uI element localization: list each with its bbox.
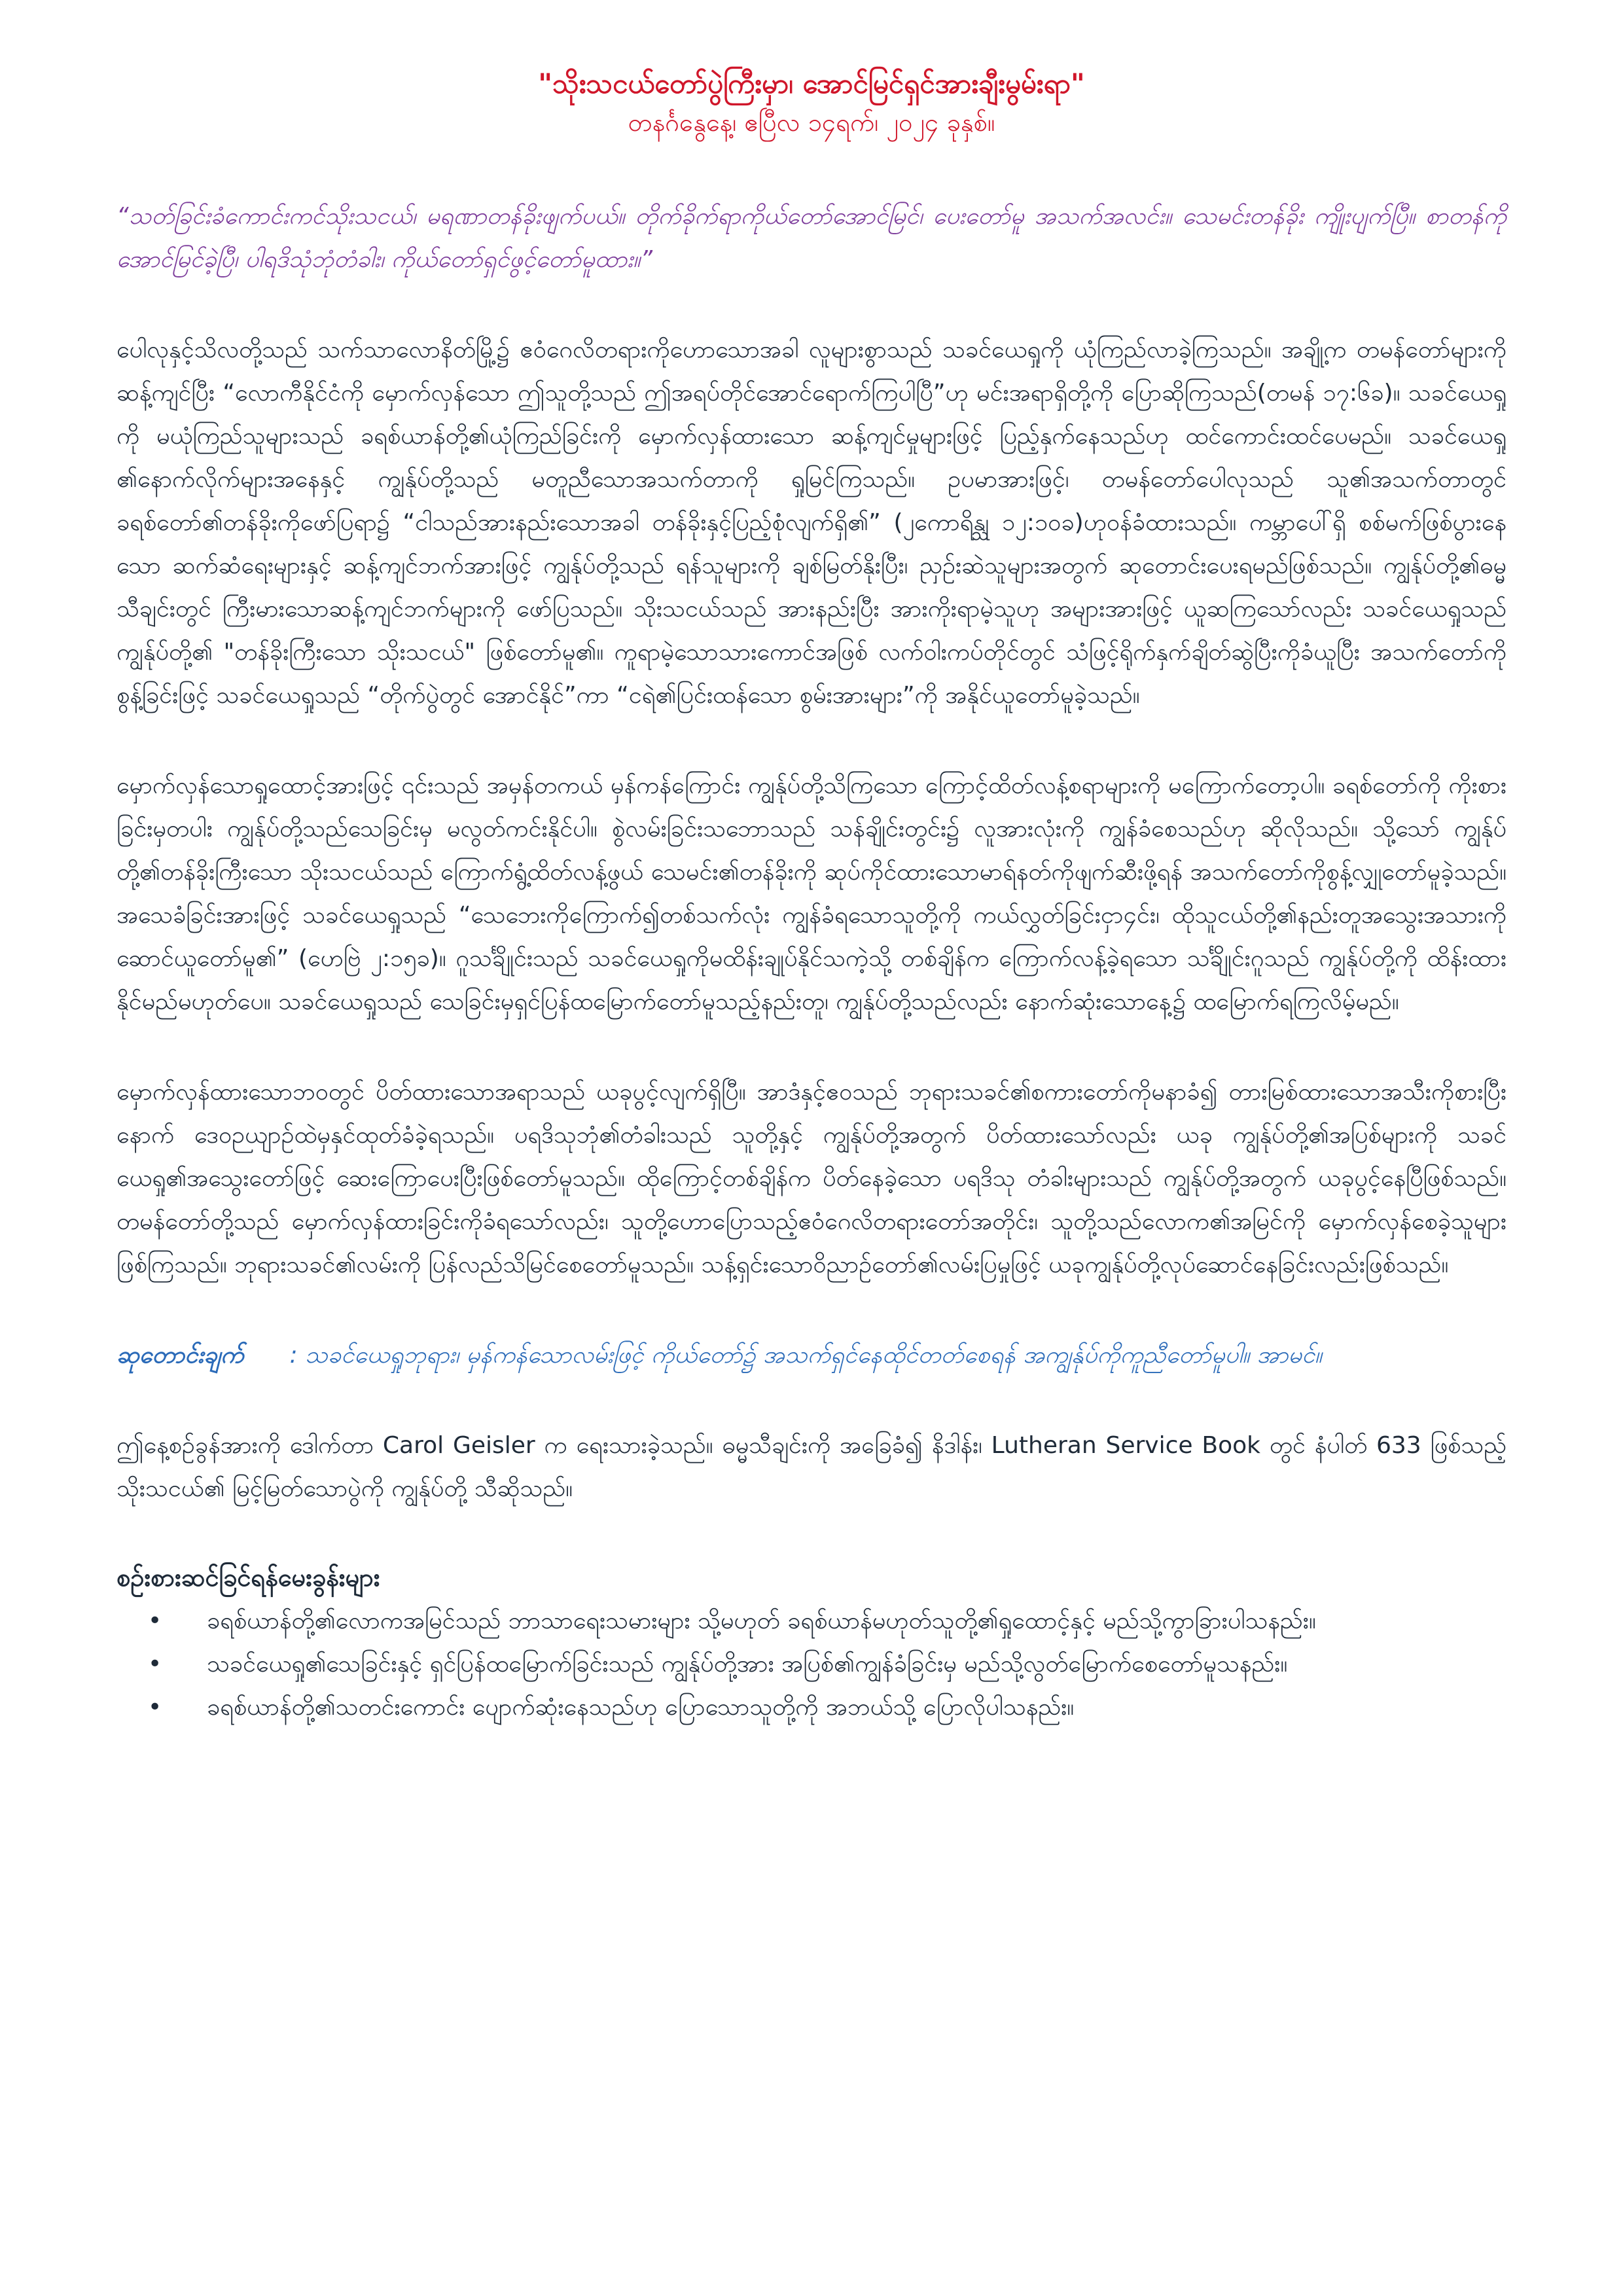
- questions-list: [116, 1600, 1507, 1729]
- prayer: [116, 1334, 1507, 1377]
- body-paragraph-1: ပေါလုနှင့်သိလတို့သည် သက်သာလောနိတ်မြို့၌ ဧဝံဂေလိတရားကိုဟောသောအခါ လူများစွာသည် သခင်ယေရှုကို ယုံကြည်လာခဲ့ကြသည်။ အချို့က တမန်တော်များကို ဆန့်ကျင်ပြီး “လောကီနိုင်ငံကို မှောက်လှန်သော ဤသူတို့သည် ဤအရပ်တိုင်အောင်ရောက်ကြပါပြီ”ဟု မင်းအရာရှိတို့ကို ပြောဆိုကြသည်(တမန် ၁၇:၆ခ)။ သခင်ယေရှုကို မယုံကြည်သူများသည် ခရစ်ယာန်တို့၏ယုံကြည်ခြင်းကို မှောက်လှန်ထားသော ဆန့်ကျင်မှုများဖြင့် ပြည့်နှက်နေသည်ဟု ထင်ကောင်းထင်ပေမည်။ သခင်ယေရှု ၏နောက်လိုက်များအနေနှင့် ကျွန်ုပ်တို့သည် မတူညီသောအသက်တာကို ရှုမြင်ကြသည်။ ဥပမာအားဖြင့်၊ တမန်တော်ပေါလုသည် သူ၏အသက်တာတွင် ခရစ်တော်၏တန်ခိုးကိုဖော်ပြရာ၌ “ငါသည်အားနည်းသောအခါ တန်ခိုးနှင့်ပြည့်စုံလျက်ရှိ၏” (၂ကောရိန္သု ၁၂:၁၀ခ)ဟုဝန်ခံထားသည်။ ကမ္ဘာပေါ်ရှိ စစ်မက်ဖြစ်ပွားနေသော ဆက်ဆံရေးများနှင့် ဆန့်ကျင်ဘက်အားဖြင့် ကျွန်ုပ်တို့သည် ရန်သူများကို ချစ်မြတ်နိုးပြီး၊ ညှဉ်းဆဲသူများအတွက် ဆုတောင်းပေးရမည်ဖြစ်သည်။ ကျွန်ုပ်တို့၏ဓမ္မသီချင်းတွင် ကြီးမားသောဆန့်ကျင်ဘက်များကို ဖော်ပြသည်။ သိုးသငယ်သည် အားနည်းပြီး အားကိုးရာမဲ့သူဟု အများအားဖြင့် ယူဆကြသော်လည်း သခင်ယေရှုသည် ကျွန်ုပ်တို့၏ "တန်ခိုးကြီးသော သိုးသငယ်" ဖြစ်တော်မူ၏။ ကူရာမဲ့သောသားကောင်အဖြစ် လက်ဝါးကပ်တိုင်တွင် သံဖြင့်ရိုက်နှက်ချိတ်ဆွဲပြီးကိုခံယူပြီး အသက်တော်ကိုစွန့်ခြင်းဖြင့် သခင်ယေရှုသည် “တိုက်ပွဲတွင် အောင်နိုင်”ကာ “ငရဲ၏ပြင်းထန်သော စွမ်းအားများ”ကို အနိုင်ယူတော်မူခဲ့သည်။: [116, 336, 1507, 709]
- page-title: "သိုးသငယ်တော်ပွဲကြီးမှာ၊ အောင်မြင်ရှင်အားချီးမွမ်းရာ": [538, 67, 1085, 99]
- question-text: ခရစ်ယာန်တို့၏လောကအမြင်သည် ဘာသာရေးသမားများ သို့မဟုတ် ခရစ်ယာန်မဟုတ်သူတို့၏ရှုထောင့်နှင့် မည်သို့ကွာခြားပါသနည်း။: [207, 1607, 1316, 1634]
- question-text: ခရစ်ယာန်တို့၏သတင်းကောင်း ပျောက်ဆုံးနေသည်ဟု ပြောသောသူတို့ကို အဘယ်သို့ ပြောလိုပါသနည်း။: [207, 1694, 1075, 1721]
- bullet-icon: •: [148, 1651, 162, 1677]
- hymn-verse: “သတ်ခြင်းခံကောင်းကင်သိုးသငယ်၊ မရဏာတန်ခိုးဖျက်ပယ်။ တိုက်ခိုက်ရာကိုယ်တော်အောင်မြင်၊ ပေးတော်မူ အသက်အလင်း။ သေမင်းတန်ခိုး ကျိုးပျက်ပြီ။ စာတန်ကိုအောင်မြင်ခဲ့ပြီ၊ ပါရဒိသုံဘုံတံခါး၊ ကိုယ်တော်ရှင်ဖွင့်တော်မူထား။”: [116, 203, 1507, 273]
- date-line: တနင်္ဂနွေနေ့၊ ဧပြီလ ၁၄ရက်၊ ၂၀၂၄ ခုနှစ်။: [628, 108, 995, 137]
- bullet-icon: •: [148, 1607, 162, 1634]
- questions-heading: စဉ်းစားဆင်ခြင်ရန်မေးခွန်းများ: [116, 1563, 380, 1592]
- body-paragraph-3: မှောက်လှန်ထားသောဘဝတွင် ပိတ်ထားသောအရာသည် ယခုပွင့်လျက်ရှိပြီ။ အာဒံနှင့်ဧဝသည် ဘုရားသခင်၏စကားတော်ကိုမနာခံ၍ တားမြစ်ထားသောအသီးကိုစားပြီးနောက် ဒေဝဉယျာဉ်ထဲမှနှင်ထုတ်ခံခဲ့ရသည်။ ပရဒိသုဘုံ၏တံခါးသည် သူတို့နှင့် ကျွန်ုပ်တို့အတွက် ပိတ်ထားသော်လည်း ယခု ကျွန်ုပ်တို့၏အပြစ်များကို သခင်ယေရှု၏အသွေးတော်ဖြင့် ဆေးကြောပေးပြီးဖြစ်တော်မူသည်။ ထိုကြောင့်တစ်ချိန်က ပိတ်နေခဲ့သော ပရဒိသု တံခါးများသည် ကျွန်ုပ်တို့အတွက် ယခုပွင့်နေပြီဖြစ်သည်။ တမန်တော်တို့သည် မှောက်လှန်ထားခြင်းကိုခံရသော်လည်း၊ သူတို့ဟောပြောသည့်ဧဝံဂေလိတရားတော်အတိုင်း၊ သူတို့သည်လောက၏အမြင်ကို မှောက်လှန်စေခဲ့သူများဖြစ်ကြသည်။ ဘုရားသခင်၏လမ်းကို ပြန်လည်သိမြင်စေတော်မူသည်။ သန့်ရှင်းသောဝိညာဉ်တော်၏လမ်းပြမှုဖြင့် ယခုကျွန်ုပ်တို့လုပ်ဆောင်နေခြင်းလည်းဖြစ်သည်။: [116, 1079, 1507, 1278]
- question-item: [116, 1600, 1507, 1643]
- author-credit: ဤနေ့စဉ်ခွန်အားကို ဒေါက်တာ Carol Geisler က ရေးသားခဲ့သည်။ ဓမ္မသီချင်းကို အခြေခံ၍ နိဒါန်း၊ Lutheran Service Book တွင် နံပါတ် 633 ဖြစ်သည့် သိုးသငယ်၏ မြင့်မြတ်သောပွဲကို ကျွန်ုပ်တို့ သီဆိုသည်။: [116, 1432, 1507, 1502]
- question-item: [116, 1686, 1507, 1729]
- prayer-text: : သခင်ယေရှုဘုရား၊ မှန်ကန်သောလမ်းဖြင့် ကိုယ်တော်၌ အသက်ရှင်နေထိုင်တတ်စေရန် အကျွန်ုပ်ကိုကူညီတော်မူပါ။ အာမင်။: [289, 1342, 1322, 1369]
- prayer-label: ဆုတောင်းချက်: [116, 1342, 244, 1369]
- bullet-icon: •: [148, 1694, 162, 1721]
- question-item: [116, 1643, 1507, 1686]
- body-paragraph-2: မှောက်လှန်သောရှုထောင့်အားဖြင့် ၎င်းသည် အမှန်တကယ် မှန်ကန်ကြောင်း ကျွန်ုပ်တို့သိကြသော ကြောင့်ထိတ်လန့်စရာများကို မကြောက်တော့ပါ။ ခရစ်တော်ကို ကိုးစားခြင်းမှတပါး ကျွန်ုပ်တို့သည်သေခြင်းမှ မလွတ်ကင်းနိုင်ပါ။ စွဲလမ်းခြင်းသဘောသည် သန်ချိုင်းတွင်း၌ လူအားလုံးကို ကျွန်ခံစေသည်ဟု ဆိုလိုသည်။ သို့သော် ကျွန်ုပ်တို့၏တန်ခိုးကြီးသော သိုးသငယ်သည် ကြောက်ရွံ့ထိတ်လန့်ဖွယ် သေမင်း၏တန်ခိုးကို ဆုပ်ကိုင်ထားသောမာရ်နတ်ကိုဖျက်ဆီးဖို့ရန် အသက်တော်ကိုစွန့်လျှုတော်မူခဲ့သည်။ အသေခံခြင်းအားဖြင့် သခင်ယေရှုသည် “သေဘေးကိုကြောက်၍တစ်သက်လုံး ကျွန်ခံရသောသူတို့ကို ကယ်လွှတ်ခြင်းငှာ၄င်း၊ ထိုသူငယ်တို့၏နည်းတူအသွေးအသားကိုဆောင်ယူတော်မူ၏” (ဟေဗြဲ ၂:၁၅ခ)။ ဂူသင်္ချိုင်းသည် သခင်ယေရှုကိုမထိန်းချုပ်နိုင်သကဲ့သို့ တစ်ချိန်က ကြောက်လန့်ခဲ့ရသော သင်္ချိုင်းဂူသည် ကျွန်ုပ်တို့ကို ထိန်းထားနိုင်မည်မဟုတ်ပေ။ သခင်ယေရှုသည် သေခြင်းမှရှင်ပြန်ထမြောက်တော်မူသည့်နည်းတူ၊ ကျွန်ုပ်တို့သည်လည်း နောက်ဆုံးသောနေ့၌ ထမြောက်ရကြလိမ့်မည်။: [116, 772, 1507, 1015]
- question-text: သခင်ယေရှု၏သေခြင်းနှင့် ရှင်ပြန်ထမြောက်ခြင်းသည် ကျွန်ုပ်တို့အား အပြစ်၏ကျွန်ခံခြင်းမှ မည်သို့လွတ်မြောက်စေတော်မူသနည်း။: [207, 1651, 1288, 1677]
